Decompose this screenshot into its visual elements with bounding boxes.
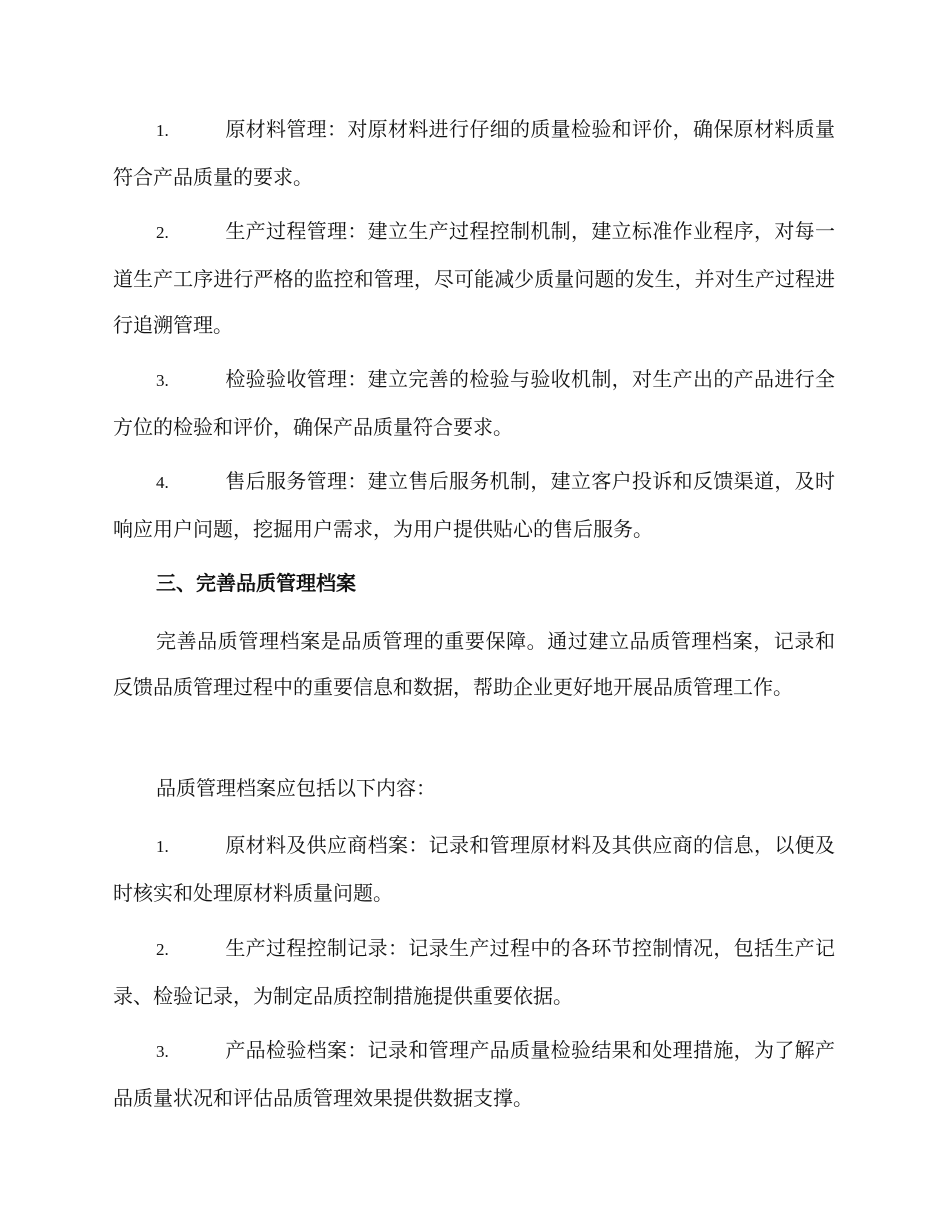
section-intro-paragraph: 完善品质管理档案是品质管理的重要保障。通过建立品质管理档案，记录和反馈品质管理过程中的重要信息和数据，帮助企业更好地开展品质管理工作。	[113, 629, 835, 699]
list-item-number: 4.	[156, 473, 169, 492]
list-item	[113, 1027, 835, 1121]
list-item-number: 2.	[156, 223, 169, 242]
list-item	[113, 458, 835, 552]
list-item-number: 3.	[156, 371, 169, 390]
list-item-text: 检验验收管理：建立完善的检验与验收机制，对生产出的产品进行全方位的检验和评价，确保产品质量符合要求。	[113, 367, 835, 439]
list-item-number: 1.	[156, 837, 169, 856]
list-item	[113, 208, 835, 348]
list-item	[113, 925, 835, 1019]
list-item	[113, 356, 835, 450]
list-item-number: 2.	[156, 940, 169, 959]
list-item-text: 产品检验档案：记录和管理产品质量检验结果和处理措施，为了解产品质量状况和评估品质管理效果提供数据支撑。	[113, 1038, 835, 1110]
list-item	[113, 106, 835, 200]
list-item-text: 售后服务管理：建立售后服务机制，建立客户投诉和反馈渠道，及时响应用户问题，挖掘用户需求，为用户提供贴心的售后服务。	[113, 469, 835, 541]
list-item-number: 3.	[156, 1042, 169, 1061]
list-item-text: 生产过程管理：建立生产过程控制机制，建立标准作业程序，对每一道生产工序进行严格的监控和管理，尽可能减少质量问题的发生，并对生产过程进行追溯管理。	[113, 219, 835, 337]
list-item-text: 原材料管理：对原材料进行仔细的质量检验和评价，确保原材料质量符合产品质量的要求。	[113, 117, 835, 189]
section-heading: 三、完善品质管理档案	[156, 571, 356, 595]
lead-paragraph: 品质管理档案应包括以下内容：	[156, 776, 436, 800]
list-item	[113, 822, 835, 916]
list-item-text: 原材料及供应商档案：记录和管理原材料及其供应商的信息，以便及时核实和处理原材料质量问题。	[113, 833, 835, 905]
list-item-text: 生产过程控制记录：记录生产过程中的各环节控制情况，包括生产记录、检验记录，为制定品质控制措施提供重要依据。	[113, 936, 835, 1008]
list-item-number: 1.	[156, 121, 169, 140]
